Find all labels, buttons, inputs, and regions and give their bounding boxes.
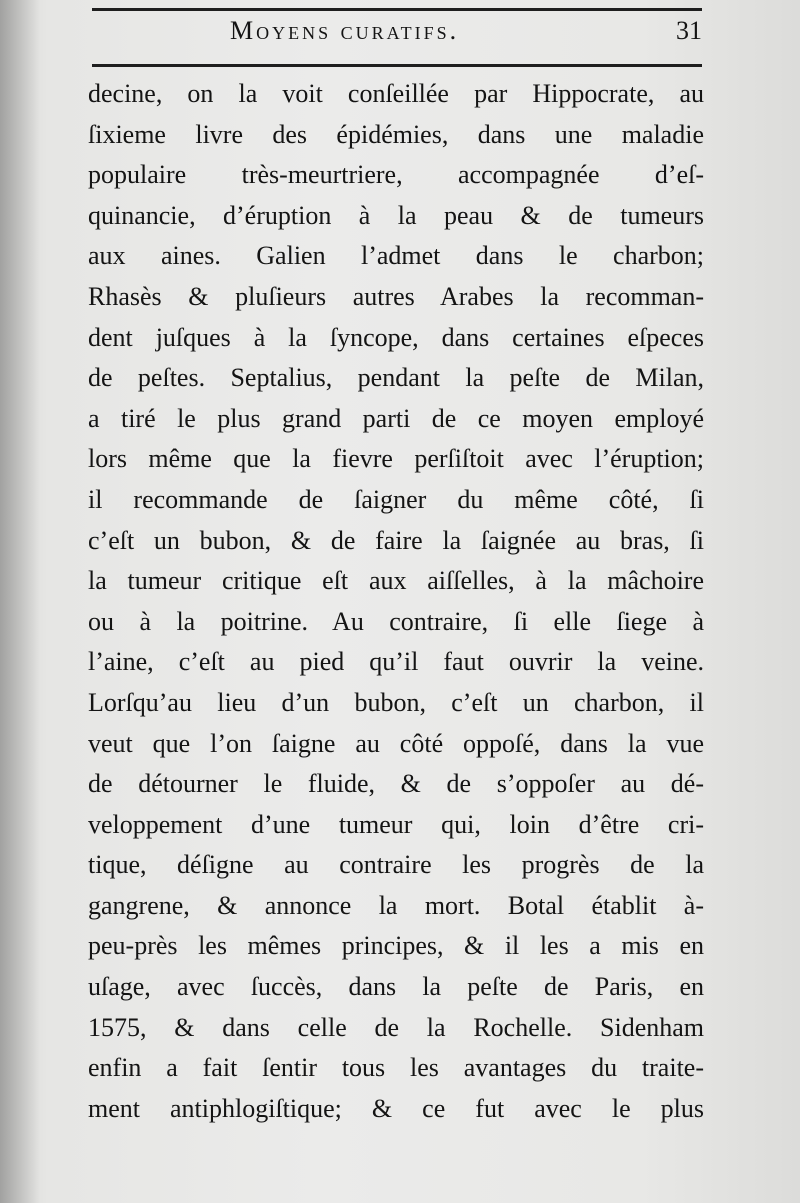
text-line: il recommande de ſaigner du même côté, ſi <box>88 484 704 514</box>
text-line: peu-près les mêmes principes, & il les a mis en <box>88 931 704 961</box>
text-line: ou à la poitrine. Au contraire, ſi elle ſiege à <box>88 606 704 636</box>
body-text <box>88 74 704 1129</box>
text-line: gangrene, & annonce la mort. Botal établit à- <box>88 890 704 920</box>
text-line: uſage, avec ſuccès, dans la peſte de Paris, en <box>88 972 704 1002</box>
text-line: de détourner le fluide, & de s’oppoſer au dé- <box>88 769 704 799</box>
text-line: Rhasès & pluſieurs autres Arabes la recomman- <box>88 281 704 311</box>
text-line: tique, déſigne au contraire les progrès de la <box>88 850 704 880</box>
text-line: veut que l’on ſaigne au côté oppoſé, dans la vue <box>88 728 704 758</box>
text-line: l’aine, c’eſt au pied qu’il faut ouvrir la veine. <box>88 647 704 677</box>
text-line: ſixieme livre des épidémies, dans une maladie <box>88 119 704 149</box>
text-line: c’eſt un bubon, & de faire la ſaignée au bras, ſi <box>88 525 704 555</box>
top-rule <box>92 8 702 11</box>
text-line: populaire très-meurtriere, accompagnée d’eſ- <box>88 160 704 190</box>
text-line: Lorſqu’au lieu d’un bubon, c’eſt un charbon, il <box>88 687 704 717</box>
text-line: enfin a fait ſentir tous les avantages du traite- <box>88 1053 704 1083</box>
text-line: a tiré le plus grand parti de ce moyen employé <box>88 403 704 433</box>
running-head-title: Moyens curatifs. <box>230 16 460 45</box>
text-line: la tumeur critique eſt aux aiſſelles, à la mâchoire <box>88 566 704 596</box>
head-rule <box>92 64 702 67</box>
running-head <box>92 16 702 60</box>
text-line: dent juſques à la ſyncope, dans certaines eſpeces <box>88 322 704 352</box>
text-line: decine, on la voit conſeillée par Hippocrate, au <box>88 79 704 108</box>
text-line: lors même que la fievre perſiſtoit avec l’éruption; <box>88 444 704 474</box>
text-line: ment antiphlogiſtique; & ce fut avec le plus <box>88 1093 704 1123</box>
gutter-shadow <box>0 0 40 1203</box>
page-number: 31 <box>676 16 702 45</box>
text-line: quinancie, d’éruption à la peau & de tumeurs <box>88 200 704 230</box>
text-line: veloppement d’une tumeur qui, loin d’être cri- <box>88 809 704 839</box>
text-line: 1575, & dans celle de la Rochelle. Sidenham <box>88 1012 704 1042</box>
text-line: aux aines. Galien l’admet dans le charbon; <box>88 241 704 271</box>
text-line: de peſtes. Septalius, pendant la peſte de Milan, <box>88 363 704 393</box>
